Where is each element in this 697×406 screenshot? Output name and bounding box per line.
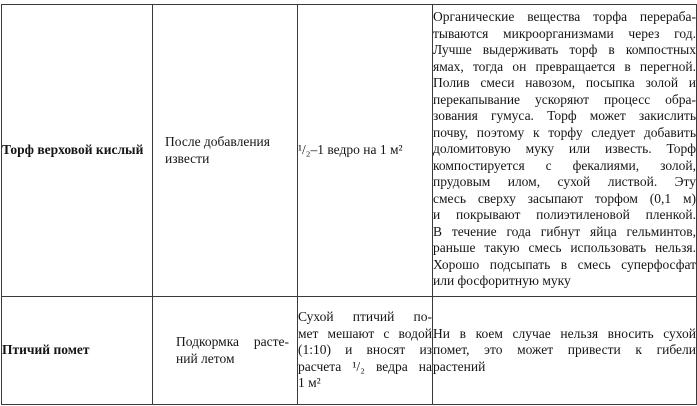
method-cell — [153, 297, 298, 405]
notes-cell — [433, 297, 697, 405]
method-line: Подкормка расте- — [176, 334, 289, 349]
method-cell — [153, 5, 298, 297]
notes-line: Лучше выдерживать торф в компостных — [433, 42, 696, 57]
dose-line: Сухой птичий по- — [298, 309, 432, 325]
notes-line: раньше такую смесь использовать нельзя. — [433, 240, 696, 255]
notes-line: тываются микроорганизмами через год. — [433, 25, 696, 41]
material-name: Птичий помет — [2, 342, 90, 358]
table-row — [2, 297, 697, 405]
dose-line: ¹/₂–1 ведро на 1 м² — [298, 142, 403, 158]
notes-line: В течение года гибнут яйца гельминтов, — [433, 223, 696, 239]
dose-line: 1 м² — [298, 375, 321, 391]
table-row — [2, 5, 697, 297]
dose-line: расчета ¹/₂ ведра на — [298, 358, 432, 374]
notes-line: зования гумуса. Торф может закислить — [433, 108, 696, 123]
notes-line: прудовым илом, сухой листвой. Эту — [433, 174, 696, 189]
material-name: Торф верховой кислый — [2, 142, 144, 158]
notes-line: Ни в коем случае нельзя вносить сухой — [433, 325, 696, 341]
notes-line: Хорошо подсыпать в смесь суперфосфат — [433, 256, 696, 272]
notes-line: почву, поэтому к торфу следует добавить — [433, 124, 696, 140]
notes-line: или фосфоритную муку — [433, 273, 571, 288]
notes-line: помет, это может привести к гибели — [433, 342, 696, 358]
notes-line: доломитовую муку или известь. Торф — [433, 141, 696, 156]
dose-cell — [298, 297, 433, 405]
dose-line: мет мешают с водой — [298, 325, 432, 341]
notes-line: растений — [433, 358, 486, 374]
notes-line: Полив смеси навозом, посыпка золой и — [433, 75, 696, 90]
fertilizer-table — [1, 4, 697, 405]
notes-line: компостируется с фекалиями, золой, — [433, 157, 696, 173]
material-cell — [2, 5, 153, 297]
material-cell — [2, 297, 153, 405]
method-line: После добавления — [165, 134, 270, 149]
method-line: ний летом — [176, 350, 235, 366]
notes-line: и покрывают полиэтиленовой пленкой. — [433, 207, 696, 222]
notes-cell — [433, 5, 697, 297]
dose-cell — [298, 5, 433, 297]
notes-line: Органические вещества торфа перераба- — [433, 9, 696, 24]
notes-line: перекапывание ускоряют процесс обра- — [433, 91, 696, 107]
notes-line: ямах, тогда он превращается в перегной. — [433, 58, 696, 74]
method-line: извести — [165, 150, 210, 166]
dose-line: (1:10) и вносят из — [298, 342, 432, 358]
notes-line: смесь сверху засыпают торфом (0,1 м) — [433, 190, 696, 206]
